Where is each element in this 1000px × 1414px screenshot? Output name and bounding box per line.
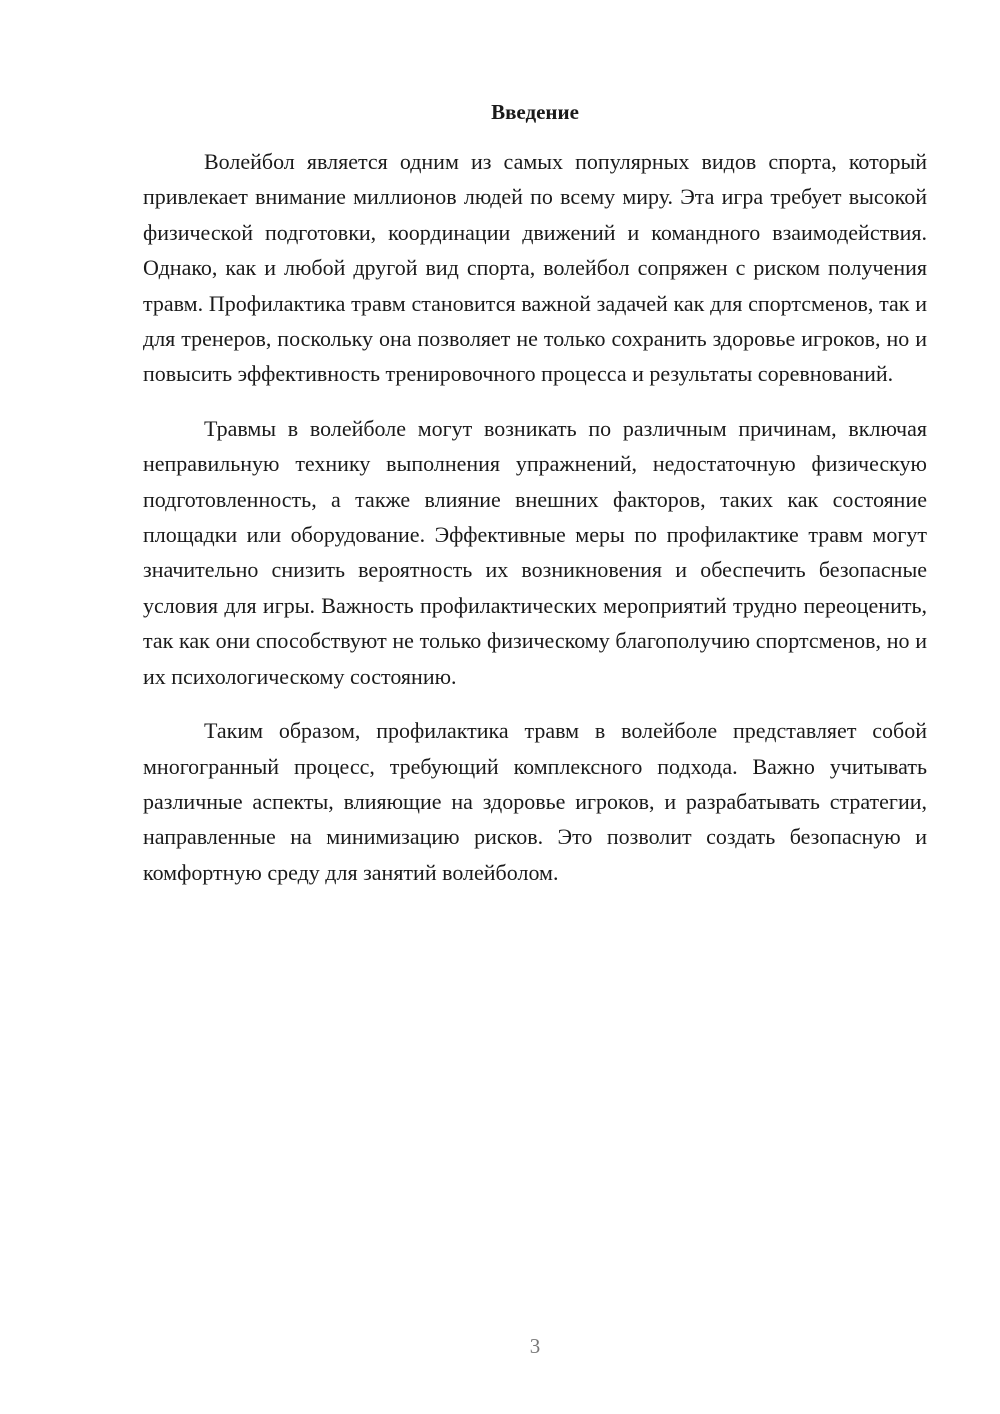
paragraph-1: Волейбол является одним из самых популярных видов спорта, который привлекает внимание миллионов людей по всему миру. Эта игра требует высокой физической подготовки, координации движений и командного взаимодействия. Однако, как и любой другой вид спорта, волейбол сопряжен с риском получения травм. Профилактика травм становится важной задачей как для спортсменов, так и для тренеров, поскольку она позволяет не только сохранить здоровье игроков, но и повысить эффективность тренировочного процесса и результаты соревнований. (143, 149, 927, 387)
page-number: 3 (529, 1334, 541, 1358)
paragraph-3: Таким образом, профилактика травм в волейболе представляет собой многогранный процесс, требующий комплексного подхода. Важно учитывать различные аспекты, влияющие на здоровье игроков, и разрабатывать стратегии, направленные на минимизацию рисков. Это позволит создать безопасную и комфортную среду для занятий волейболом. (143, 718, 927, 885)
page-title: Введение (491, 100, 579, 124)
document-body (143, 144, 927, 909)
paragraph-2: Травмы в волейболе могут возникать по различным причинам, включая неправильную технику выполнения упражнений, недостаточную физическую подготовленность, а также влияние внешних факторов, таких как состояние площадки или оборудование. Эффективные меры по профилактике травм могут значительно снизить вероятность их возникновения и обеспечить безопасные условия для игры. Важность профилактических мероприятий трудно переоценить, так как они способствуют не только физическому благополучию спортсменов, но и их психологическому состоянию. (143, 415, 927, 689)
